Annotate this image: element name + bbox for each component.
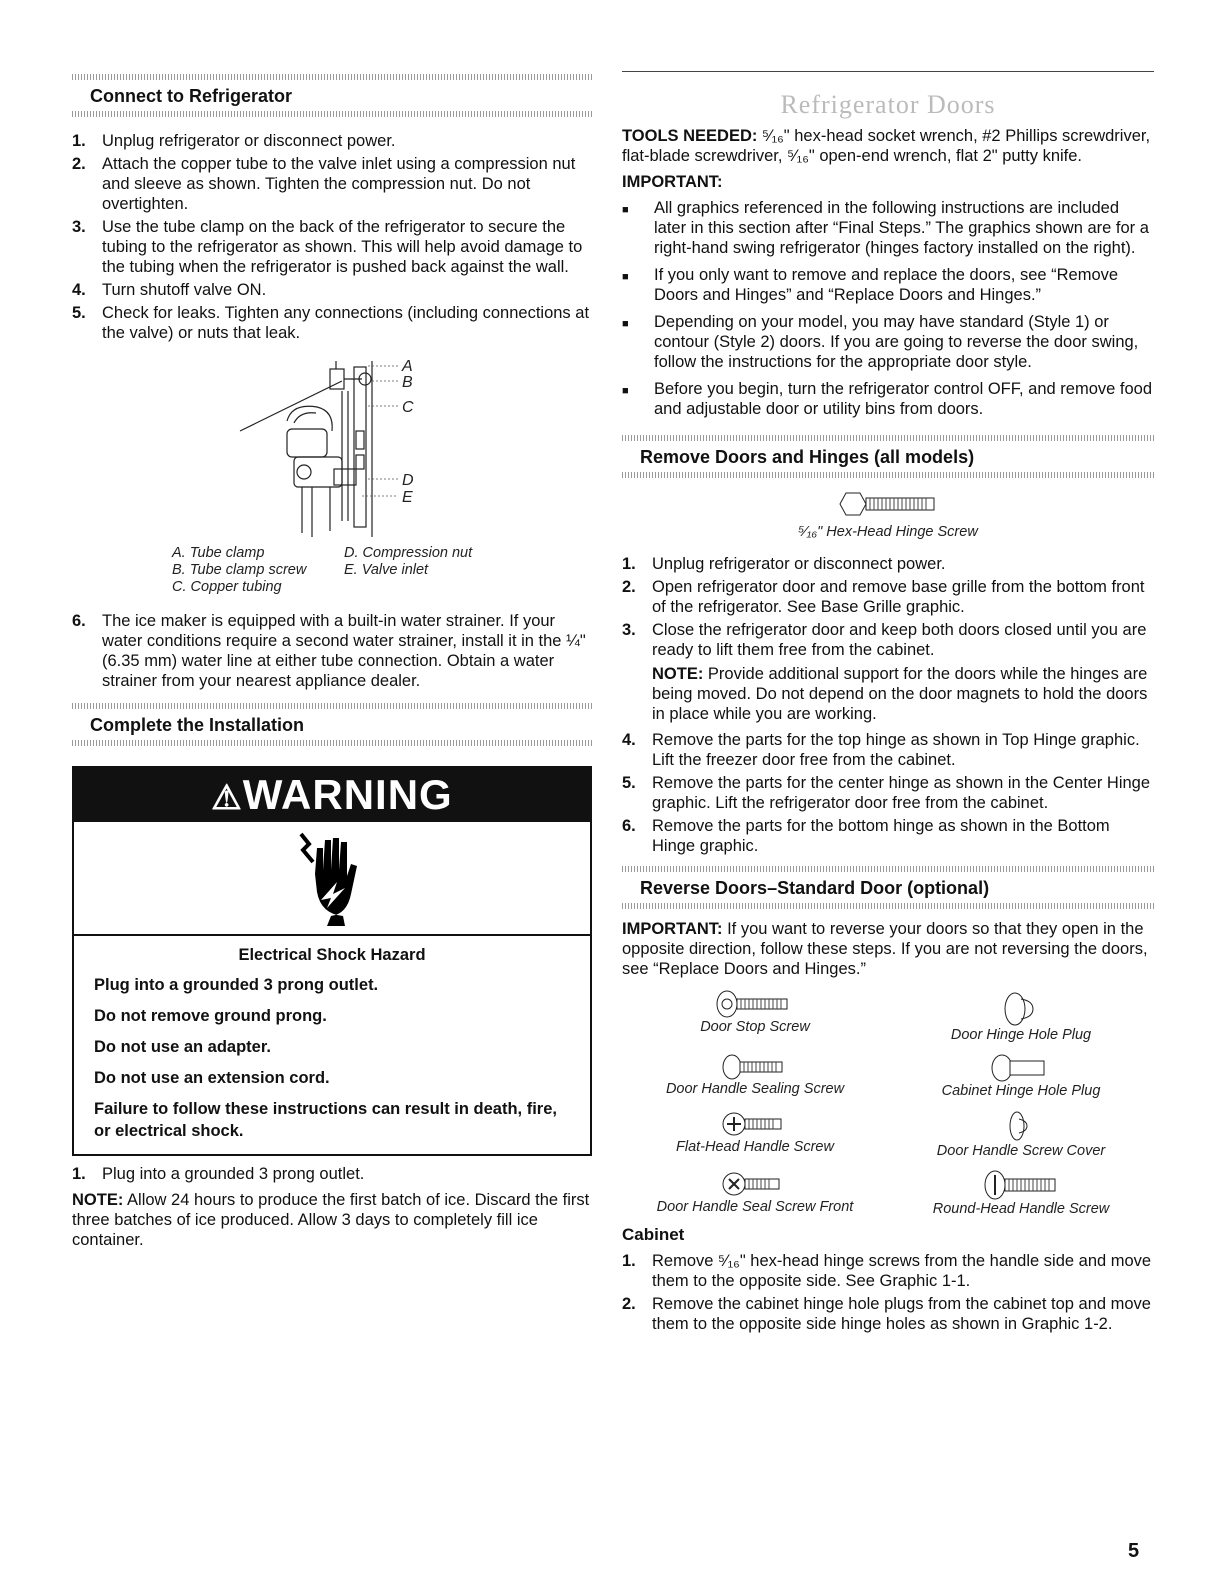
connect-heading: Connect to Refrigerator [90,86,293,106]
figure-label-e: E [402,489,413,506]
section-divider [622,903,1154,909]
section-divider [72,111,592,117]
important-bullets [622,198,1154,419]
step-number: 1. [622,1252,636,1270]
step-text: Turn shutoff valve ON. [102,281,267,299]
step-number: 6. [622,817,636,835]
door-hinge-hole-plug-icon [1001,989,1041,1027]
part-item [622,1053,888,1099]
valve-illustration [72,351,592,543]
step-number: 6. [72,612,86,630]
door-stop-screw-icon [715,989,795,1019]
reverse-heading: Reverse Doors–Standard Door (optional) [640,878,990,898]
step-text: Attach the copper tube to the valve inlet using a compression nut and sleeve as shown. Tighten the compression nut. Do not overtighten. [102,155,576,213]
important-text: If you want to reverse your doors so that they open in the opposite direction, follow these steps. If you are not reversing the doors, see “Replace Doors and Hinges.” [622,920,1148,978]
step-text: Remove the parts for the bottom hinge as shown in the Bottom Hinge graphic. [652,817,1110,855]
legend-item: C. Copper tubing [172,579,282,595]
install-note [72,1190,592,1250]
part-item [888,1169,1154,1217]
figure-label-b: B [402,374,413,391]
step-number: 4. [622,731,636,749]
list-item [72,154,592,214]
part-caption: Flat-Head Handle Screw [676,1139,834,1155]
list-item [72,1164,592,1184]
warning-line: Do not use an adapter. [94,1038,271,1056]
important-label: IMPORTANT: [622,920,723,938]
warning-line: Do not remove ground prong. [94,1007,327,1025]
warning-triangle-icon: ⚠ [211,779,243,817]
remove-steps [622,554,1154,856]
cabinet-heading: Cabinet [622,1225,685,1244]
list-item [72,280,592,300]
step-text: Remove the parts for the top hinge as shown in Top Hinge graphic. Lift the freezer door free from the cabinet. [652,731,1140,769]
warning-body [74,936,590,1154]
step-number: 1. [72,1165,86,1183]
step-number: 5. [622,774,636,792]
cabinet-hinge-hole-plug-icon [986,1053,1056,1083]
legend-item: A. Tube clamp [172,545,265,561]
list-item [622,620,1154,660]
door-handle-screw-cover-icon [1001,1109,1041,1143]
step-text: Unplug refrigerator or disconnect power. [102,132,396,150]
figure-label-d: D [402,472,414,489]
part-caption: Door Stop Screw [700,1019,810,1035]
reverse-important [622,919,1154,979]
warning-line: Failure to follow these instructions can result in death, fire, or electrical shock. [94,1100,557,1140]
step-text: Remove the cabinet hinge hole plugs from the cabinet top and move them to the opposite side hinge holes as shown in Graphic 1-2. [652,1295,1151,1333]
step-text: Open refrigerator door and remove base grille from the bottom front of the refrigerator. See Base Grille graphic. [652,578,1145,616]
tools-needed [622,126,1154,166]
door-handle-sealing-screw-icon [720,1053,790,1081]
part-item [888,1053,1154,1099]
note-text: Provide additional support for the doors while the hinges are being moved. Do not depend on the door magnets to hold the doors in place while you are working. [652,665,1148,723]
list-item [72,611,592,691]
warning-box [72,766,592,1156]
figure-label-c: C [402,399,414,416]
bullet-text: Depending on your model, you may have standard (Style 1) or contour (Style 2) doors. If you are going to reverse the door swing, follow the instructions for the appropriate door style. [654,313,1139,371]
part-caption: Door Handle Screw Cover [936,1143,1106,1159]
step-number: 1. [72,132,86,150]
bullet-text: All graphics referenced in the following instructions are included later in this section after “Final Steps.” The graphics shown are for a right-hand swing refrigerator (hinges factory installed on the right). [654,199,1149,257]
part-caption: Round-Head Handle Screw [932,1201,1110,1217]
step-text: Close the refrigerator door and keep both doors closed until you are ready to lift them free from the cabinet. [652,621,1147,659]
right-column [622,0,1154,1337]
part-caption: Door Handle Seal Screw Front [656,1199,854,1215]
list-item [622,577,1154,617]
list-item [72,303,592,343]
door-handle-seal-screw-front-icon [720,1169,790,1199]
list-item [622,312,1154,372]
tools-text: ⁵⁄₁₆" hex-head socket wrench, #2 Phillips screwdriver, flat-blade screwdriver, ⁵⁄₁₆" open-end wrench, flat 2" putty knife. [622,127,1151,165]
connect-steps [72,131,592,343]
list-item [72,131,592,151]
figure-label-a: A [402,358,413,375]
list-item [622,265,1154,305]
list-item [622,379,1154,419]
bullet-text: Before you begin, turn the refrigerator control OFF, and remove food and adjustable door or utility bins from doors. [654,380,1153,418]
part-item [888,1109,1154,1159]
bullet-text: If you only want to remove and replace the doors, see “Remove Doors and Hinges” and “Replace Doors and Hinges.” [654,266,1119,304]
list-item [622,816,1154,856]
step-text: Remove ⁵⁄₁₆" hex-head hinge screws from the handle side and move them to the opposite side. See Graphic 1-1. [652,1252,1152,1290]
bullet-square-icon: ■ [622,271,629,283]
list-item [72,217,592,277]
note-label: NOTE: [72,1191,124,1209]
step-number: 5. [72,304,86,322]
step-number: 1. [622,555,636,573]
page-number: 5 [1128,1540,1140,1562]
page-title: Refrigerator Doors [780,90,996,119]
step-text: The ice maker is equipped with a built-in water strainer. If your water conditions require a second water strainer, install it in the ¼" (6.35 mm) water line at either tube connection. Obtain a water strainer from your nearest appliance dealer. [102,612,586,690]
step-number: 4. [72,281,86,299]
bullet-square-icon: ■ [622,385,629,397]
bullet-square-icon: ■ [622,204,629,216]
part-caption: Door Hinge Hole Plug [950,1027,1092,1043]
list-item [622,1251,1154,1291]
step-text: Check for leaks. Tighten any connections (including connections at the valve) or nuts that leak. [102,304,590,342]
remove-heading: Remove Doors and Hinges (all models) [640,447,975,467]
round-head-handle-screw-icon [981,1169,1061,1201]
warning-line: Do not use an extension cord. [94,1069,330,1087]
legend-item: D. Compression nut [344,545,473,561]
cabinet-steps [622,1251,1154,1334]
list-item [622,730,1154,770]
step-text: Plug into a grounded 3 prong outlet. [102,1165,365,1183]
valve-figure [72,351,592,543]
section-divider [72,740,592,746]
part-caption: Cabinet Hinge Hole Plug [941,1083,1101,1099]
part-item [622,1109,888,1159]
complete-heading: Complete the Installation [90,715,305,735]
list-item [622,773,1154,813]
list-item [622,554,1154,574]
step-number: 3. [622,621,636,639]
hazard-title: Electrical Shock Hazard [238,946,426,964]
list-item [622,1294,1154,1334]
part-caption: Door Handle Sealing Screw [665,1081,845,1097]
section-divider [622,472,1154,478]
flat-head-handle-screw-icon [720,1109,790,1139]
title-rule [622,71,1154,72]
note-label: NOTE: [652,665,704,683]
important-label: IMPORTANT: [622,173,723,191]
warning-title [74,768,590,822]
screw-caption: ⁵⁄₁₆" Hex-Head Hinge Screw [798,524,978,540]
step-number: 2. [72,155,86,173]
list-item [622,198,1154,258]
legend-item: B. Tube clamp screw [172,562,307,578]
bullet-square-icon: ■ [622,318,629,330]
note-text: Allow 24 hours to produce the first batch of ice. Discard the first three batches of ice produced. Allow 3 days to completely fill ice container. [72,1191,590,1249]
legend-item: E. Valve inlet [344,562,429,578]
part-item [622,1169,888,1217]
hex-hinge-screw-icon [838,490,938,518]
hinge-screw-figure [622,490,1154,540]
shock-hazard-icon [74,822,590,936]
warning-line: Plug into a grounded 3 prong outlet. [94,976,379,994]
left-column [72,0,592,1250]
tools-label: TOOLS NEEDED: [622,127,758,145]
figure-legend [72,545,592,595]
step-number: 3. [72,218,86,236]
step-number: 2. [622,1295,636,1313]
step-text: Unplug refrigerator or disconnect power. [652,555,946,573]
step-text: Remove the parts for the center hinge as shown in the Center Hinge graphic. Lift the refrigerator door free from the cabinet. [652,774,1151,812]
warning-title-text: WARNING [242,771,453,818]
step-text: Use the tube clamp on the back of the refrigerator to secure the tubing to the refrigerator as shown. This will help avoid damage to the tubing when the refrigerator is pushed back against the wall. [102,218,583,276]
remove-note [622,664,1154,724]
parts-grid [622,989,1154,1217]
part-item [622,989,888,1043]
part-item [888,989,1154,1043]
step-number: 2. [622,578,636,596]
